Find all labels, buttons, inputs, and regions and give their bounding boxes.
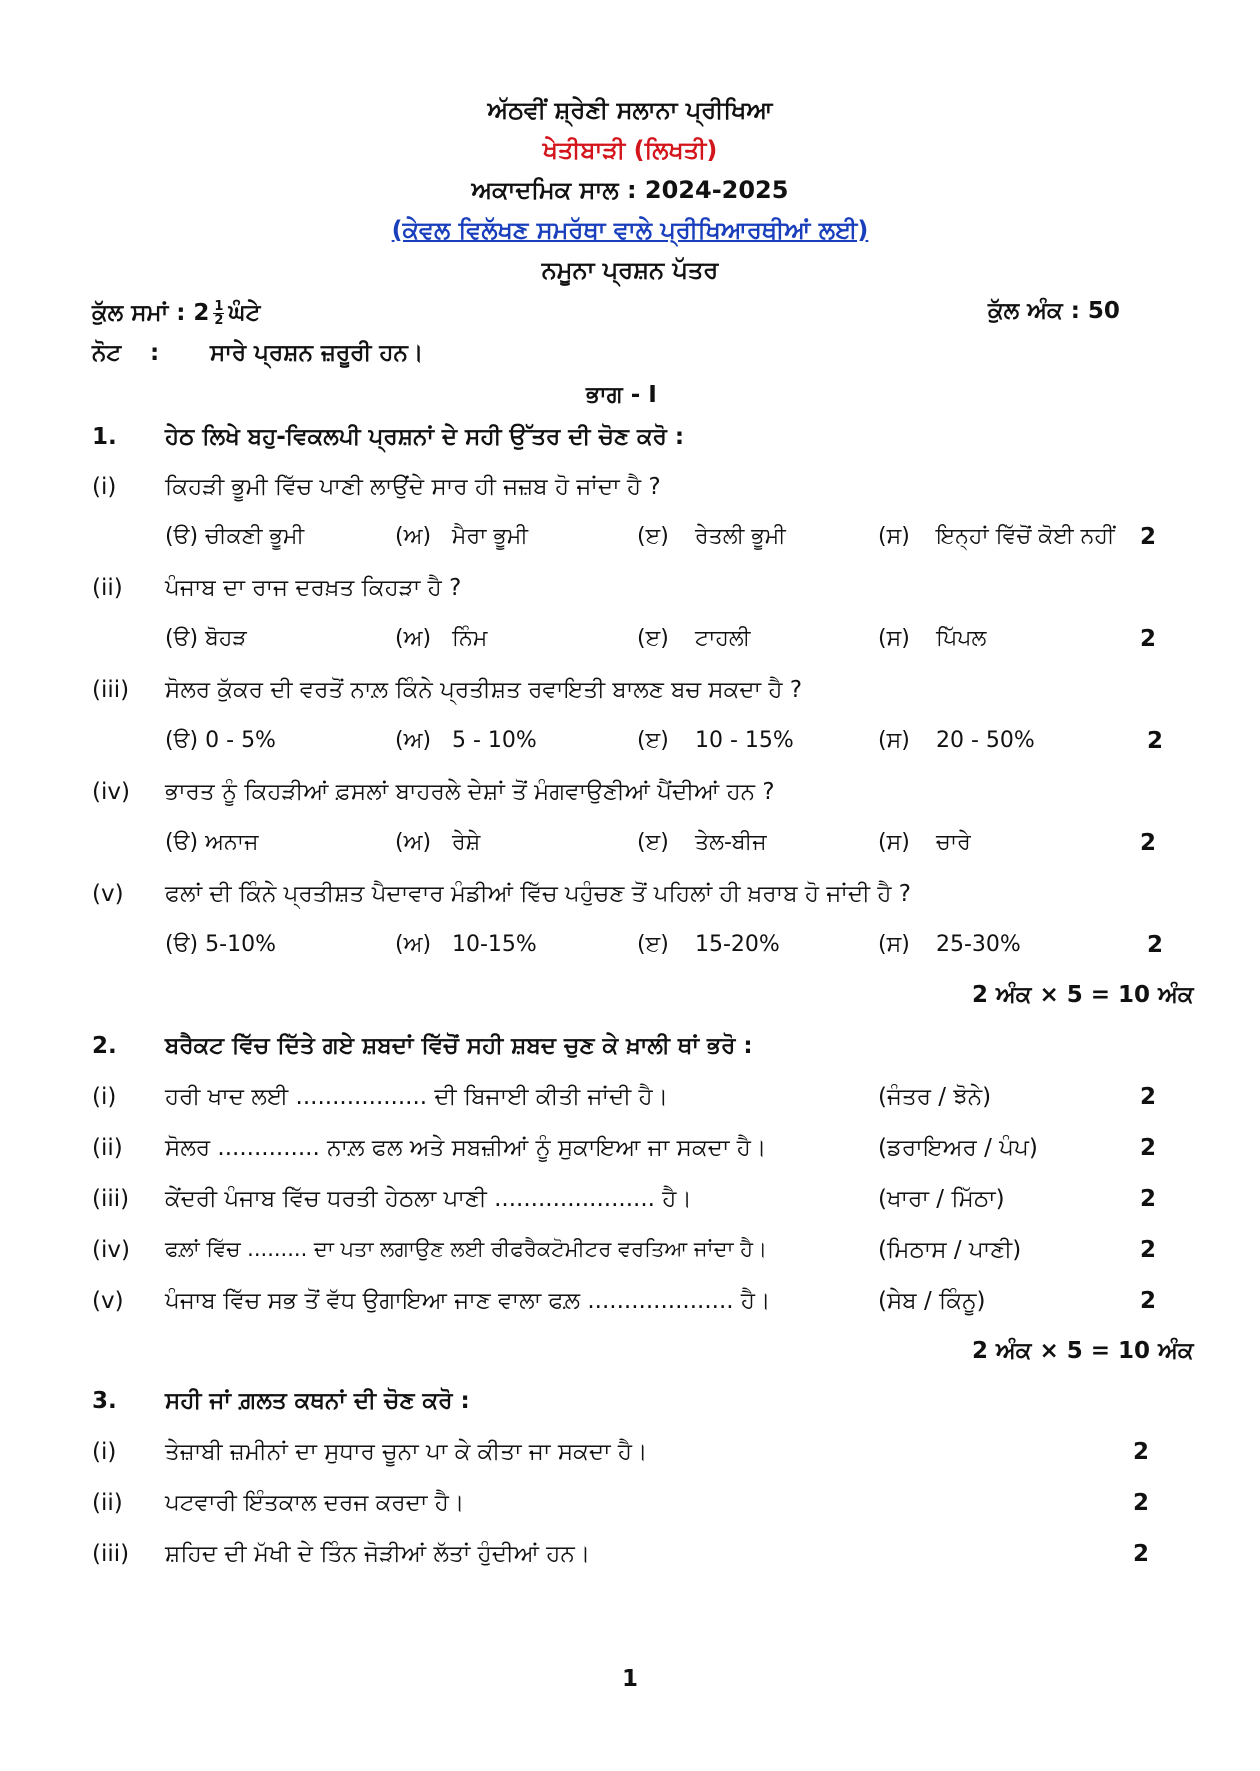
option-c-label: (ੲ) bbox=[637, 524, 669, 549]
option-d-text: ਇਨ੍ਹਾਂ ਵਿੱਚੋਂ ਕੋਈ ਨਹੀਂ bbox=[936, 524, 1115, 549]
option-label: (ੳ) bbox=[165, 932, 199, 957]
option-b-text: 5 - 10% bbox=[452, 728, 537, 753]
option-b-label: (ਅ) bbox=[395, 830, 432, 855]
option-c-label: (ੲ) bbox=[637, 830, 669, 855]
exam-title: ਅੱਠਵੀਂ ਸ਼੍ਰੇਣੀ ਸਲਾਨਾ ਪ੍ਰੀਖਿਆ bbox=[487, 96, 773, 124]
statement-text: ਤੇਜ਼ਾਬੀ ਜ਼ਮੀਨਾਂ ਦਾ ਸੁਧਾਰ ਚੂਨਾ ਪਾ ਕੇ ਕੀਤਾ ਜਾ ਸਕਦਾ ਹੈ। bbox=[165, 1439, 648, 1465]
item-marks: 2 bbox=[1140, 1135, 1157, 1161]
item-marks: 2 bbox=[1147, 728, 1164, 754]
option-label: (ੳ) bbox=[165, 524, 199, 549]
option-c-text: ਟਾਹਲੀ bbox=[695, 626, 751, 651]
option-d-label: (ਸ) bbox=[878, 830, 910, 855]
choice-options: (ਡਰਾਇਅਰ / ਪੰਪ) bbox=[878, 1135, 1038, 1161]
item-number: (iii) bbox=[92, 677, 130, 703]
mcq-question: ਪੰਜਾਬ ਦਾ ਰਾਜ ਦਰਖ਼ਤ ਕਿਹੜਾ ਹੈ ? bbox=[165, 575, 462, 601]
item-number: (i) bbox=[92, 474, 117, 500]
item-marks: 2 bbox=[1133, 1490, 1150, 1516]
option-d-label: (ਸ) bbox=[878, 626, 910, 651]
choice-options: (ਜੰਤਰ / ਝੋਨੇ) bbox=[878, 1084, 992, 1110]
question-title: ਹੇਠ ਲਿਖੇ ਬਹੁ-ਵਿਕਲਪੀ ਪ੍ਰਸ਼ਨਾਂ ਦੇ ਸਹੀ ਉੱਤਰ ਦੀ ਚੋਣ ਕਰੋ : bbox=[165, 424, 685, 450]
fill-blank-text: ਕੇਂਦਰੀ ਪੰਜਾਬ ਵਿੱਚ ਧਰਤੀ ਹੇਠਲਾ ਪਾਣੀ ...................... ਹੈ। bbox=[165, 1186, 692, 1212]
option-b-label: (ਅ) bbox=[395, 626, 432, 651]
question-number: 2. bbox=[92, 1033, 117, 1059]
option-text: ਅਨਾਜ bbox=[205, 830, 259, 855]
item-number: (v) bbox=[92, 881, 124, 907]
option-b-label: (ਅ) bbox=[395, 728, 432, 753]
option-a bbox=[165, 526, 304, 548]
fill-blank-text: ਹਰੀ ਖਾਦ ਲਈ .................. ਦੀ ਬਿਜਾਈ ਕੀਤੀ ਜਾਂਦੀ ਹੈ। bbox=[165, 1084, 669, 1110]
question-number: 1. bbox=[92, 424, 117, 450]
option-b-label: (ਅ) bbox=[395, 524, 432, 549]
page-number: 1 bbox=[621, 1666, 638, 1692]
option-a bbox=[165, 628, 247, 650]
item-marks: 2 bbox=[1140, 626, 1157, 652]
paper-type: ਨਮੂਨਾ ਪ੍ਰਸ਼ਨ ਪੱਤਰ bbox=[541, 256, 719, 284]
total-marks: ਕੁੱਲ ਅੰਕ : 50 bbox=[988, 298, 1120, 324]
time-unit: ਘੰਟੇ bbox=[228, 300, 261, 326]
item-number: (v) bbox=[92, 1288, 124, 1314]
option-c-text: 10 - 15% bbox=[695, 728, 794, 753]
item-marks: 2 bbox=[1140, 1186, 1157, 1212]
fill-blank-text: ਫਲ਼ਾਂ ਵਿੱਚ ......... ਦਾ ਪਤਾ ਲਗਾਉਣ ਲਈ ਰੀਫਰੈਕਟੋਮੀਟਰ ਵਰਤਿਆ ਜਾਂਦਾ ਹੈ। bbox=[165, 1237, 768, 1261]
option-d-text: ਚਾਰੇ bbox=[936, 830, 971, 855]
question-title: ਬਰੈਕਟ ਵਿੱਚ ਦਿੱਤੇ ਗਏ ਸ਼ਬਦਾਂ ਵਿੱਚੋਂ ਸਹੀ ਸ਼ਬਦ ਚੁਣ ਕੇ ਖ਼ਾਲੀ ਥਾਂ ਭਰੋ : bbox=[165, 1033, 753, 1059]
mcq-question: ਕਿਹੜੀ ਭੂਮੀ ਵਿੱਚ ਪਾਣੀ ਲਾਉਂਦੇ ਸਾਰ ਹੀ ਜਜ਼ਬ ਹੋ ਜਾਂਦਾ ਹੈ ? bbox=[165, 474, 661, 500]
item-number: (i) bbox=[92, 1084, 117, 1110]
item-number: (i) bbox=[92, 1439, 117, 1465]
choice-options: (ਖਾਰਾ / ਮਿੱਠਾ) bbox=[878, 1186, 1005, 1212]
fraction-numerator: 1 bbox=[214, 299, 224, 314]
audience-note: (ਕੇਵਲ ਵਿਲੱਖਣ ਸਮਰੱਥਾ ਵਾਲੇ ਪ੍ਰੀਖਿਆਰਥੀਆਂ ਲਈ) bbox=[391, 216, 869, 244]
item-number: (ii) bbox=[92, 575, 123, 601]
option-c-label: (ੲ) bbox=[637, 728, 669, 753]
item-marks: 2 bbox=[1140, 1237, 1157, 1263]
item-marks: 2 bbox=[1140, 524, 1157, 550]
option-b-text: ਮੈਰਾ ਭੂਮੀ bbox=[452, 524, 528, 549]
item-number: (ii) bbox=[92, 1490, 123, 1516]
item-number: (iv) bbox=[92, 779, 130, 805]
item-marks: 2 bbox=[1147, 932, 1164, 958]
mcq-question: ਭਾਰਤ ਨੂੰ ਕਿਹੜੀਆਂ ਫ਼ਸਲਾਂ ਬਾਹਰਲੇ ਦੇਸ਼ਾਂ ਤੋਂ ਮੰਗਵਾਉਣੀਆਂ ਪੈਂਦੀਆਂ ਹਨ ? bbox=[165, 779, 775, 805]
fill-blank-text: ਪੰਜਾਬ ਵਿੱਚ ਸਭ ਤੋਂ ਵੱਧ ਉਗਾਇਆ ਜਾਣ ਵਾਲਾ ਫਲ਼ .................... ਹੈ। bbox=[165, 1288, 771, 1314]
question-title: ਸਹੀ ਜਾਂ ਗ਼ਲਤ ਕਥਨਾਂ ਦੀ ਚੋਣ ਕਰੋ : bbox=[165, 1388, 470, 1414]
question-number: 3. bbox=[92, 1388, 117, 1414]
item-marks: 2 bbox=[1133, 1541, 1150, 1567]
option-c-text: 15-20% bbox=[695, 932, 780, 957]
option-c-label: (ੲ) bbox=[637, 626, 669, 651]
section-total: 2 ਅੰਕ × 5 = 10 ਅੰਕ bbox=[972, 982, 1194, 1008]
item-marks: 2 bbox=[1140, 1288, 1157, 1314]
option-label: (ੳ) bbox=[165, 626, 199, 651]
statement-text: ਪਟਵਾਰੀ ਇੰਤਕਾਲ ਦਰਜ ਕਰਦਾ ਹੈ। bbox=[165, 1490, 465, 1516]
choice-options: (ਮਿਠਾਸ / ਪਾਣੀ) bbox=[878, 1237, 1022, 1263]
option-b-text: ਨਿੰਮ bbox=[452, 626, 488, 651]
time-label: ਕੁੱਲ ਸਮਾਂ : 2 bbox=[92, 300, 210, 326]
part-heading: ਭਾਗ - I bbox=[586, 382, 657, 408]
option-b-text: 10-15% bbox=[452, 932, 537, 957]
option-d-text: 20 - 50% bbox=[936, 728, 1035, 753]
option-text: ਚੀਕਣੀ ਭੂਮੀ bbox=[205, 524, 305, 549]
option-a bbox=[165, 730, 276, 752]
option-d-text: ਪਿੱਪਲ bbox=[936, 626, 987, 651]
item-marks: 2 bbox=[1133, 1439, 1150, 1465]
section-total: 2 ਅੰਕ × 5 = 10 ਅੰਕ bbox=[972, 1338, 1194, 1364]
time-fraction bbox=[213, 300, 224, 327]
option-text: ਬੋਹੜ bbox=[205, 626, 247, 651]
item-number: (iv) bbox=[92, 1237, 130, 1263]
option-a bbox=[165, 934, 276, 956]
option-d-label: (ਸ) bbox=[878, 524, 910, 549]
item-marks: 2 bbox=[1140, 830, 1157, 856]
note-label: ਨੋਟ bbox=[92, 340, 122, 366]
mcq-question: ਸੋਲਰ ਕੁੱਕਰ ਦੀ ਵਰਤੋਂ ਨਾਲ਼ ਕਿੰਨੇ ਪ੍ਰਤੀਸ਼ਤ ਰਵਾਇਤੀ ਬਾਲਣ ਬਚ ਸਕਦਾ ਹੈ ? bbox=[165, 677, 803, 703]
option-c-text: ਤੇਲ-ਬੀਜ bbox=[695, 830, 767, 855]
fill-blank-text: ਸੋਲਰ .............. ਨਾਲ਼ ਫਲ ਅਤੇ ਸਬਜ਼ੀਆਂ ਨੂੰ ਸੁਕਾਇਆ ਜਾ ਸਕਦਾ ਹੈ। bbox=[165, 1135, 767, 1161]
academic-year: ਅਕਾਦਮਿਕ ਸਾਲ : 2024-2025 bbox=[471, 176, 789, 204]
option-text: 5-10% bbox=[205, 932, 276, 957]
statement-text: ਸ਼ਹਿਦ ਦੀ ਮੱਖੀ ਦੇ ਤਿੰਨ ਜੋੜੀਆਂ ਲੱਤਾਂ ਹੁੰਦੀਆਂ ਹਨ। bbox=[165, 1541, 591, 1567]
option-d-text: 25-30% bbox=[936, 932, 1021, 957]
item-number: (iii) bbox=[92, 1541, 130, 1567]
mcq-question: ਫਲਾਂ ਦੀ ਕਿੰਨੇ ਪ੍ਰਤੀਸ਼ਤ ਪੈਦਾਵਾਰ ਮੰਡੀਆਂ ਵਿੱਚ ਪਹੁੰਚਣ ਤੋਂ ਪਹਿਲਾਂ ਹੀ ਖ਼ਰਾਬ ਹੋ ਜਾਂਦੀ ਹੈ ? bbox=[165, 881, 911, 907]
item-marks: 2 bbox=[1140, 1084, 1157, 1110]
note-colon: : bbox=[150, 340, 160, 366]
fraction-denominator: 2 bbox=[214, 313, 224, 328]
total-time bbox=[92, 300, 260, 327]
option-a bbox=[165, 832, 258, 854]
option-b-label: (ਅ) bbox=[395, 932, 432, 957]
option-c-text: ਰੇਤਲੀ ਭੂਮੀ bbox=[695, 524, 786, 549]
item-number: (ii) bbox=[92, 1135, 123, 1161]
option-text: 0 - 5% bbox=[205, 728, 276, 753]
choice-options: (ਸੇਬ / ਕਿੰਨੂ) bbox=[878, 1288, 986, 1314]
option-label: (ੳ) bbox=[165, 728, 199, 753]
option-b-text: ਰੇਸ਼ੇ bbox=[452, 830, 481, 855]
option-label: (ੳ) bbox=[165, 830, 199, 855]
item-number: (iii) bbox=[92, 1186, 130, 1212]
subject-title: ਖੇਤੀਬਾੜੀ (ਲਿਖਤੀ) bbox=[542, 136, 718, 164]
option-d-label: (ਸ) bbox=[878, 728, 910, 753]
note-text: ਸਾਰੇ ਪ੍ਰਸ਼ਨ ਜ਼ਰੂਰੀ ਹਨ। bbox=[210, 340, 424, 366]
option-d-label: (ਸ) bbox=[878, 932, 910, 957]
option-c-label: (ੲ) bbox=[637, 932, 669, 957]
